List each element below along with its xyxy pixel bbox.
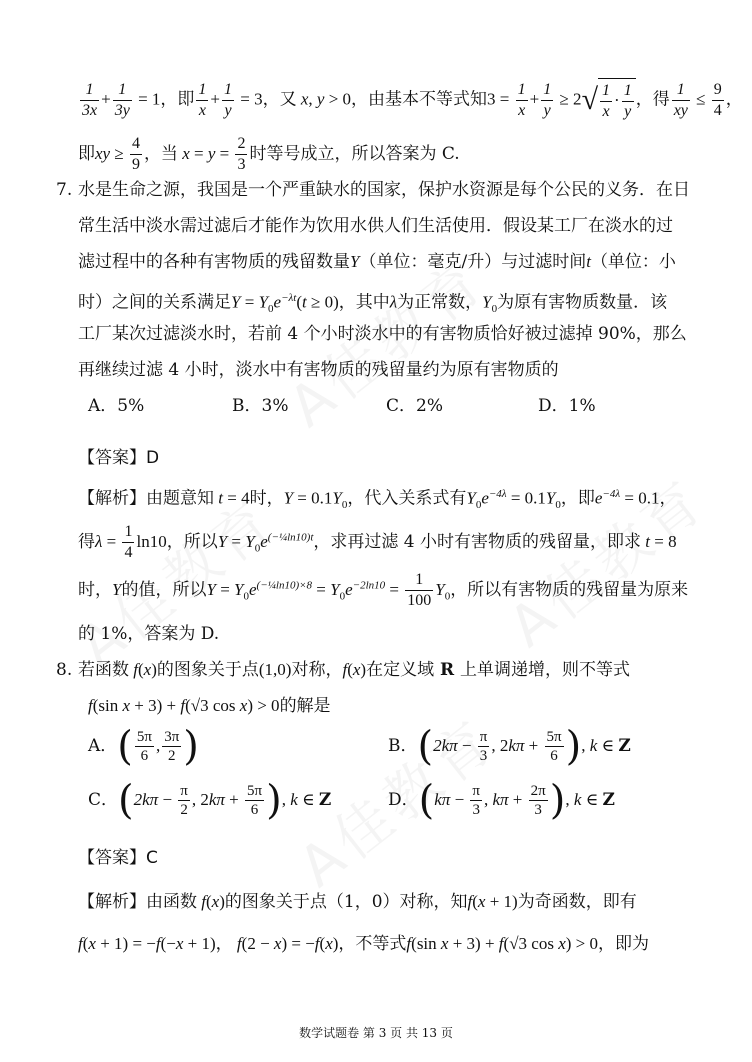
prev-solution-line-2: 即xy ≥ $\frac{4}{9}$ ，当 x = y = $\frac{2}{3}$ 时等号成立，所以答案为 C.	[78, 135, 460, 173]
q7-analysis-line-4: 的 1%，答案为 D.	[78, 624, 220, 644]
q8-line-2: f(sin x + 3) + f(√3 cos x) > 0的解是	[88, 696, 331, 716]
q7-line-2: 常生活中淡水需过滤后才能作为饮用水供人们生活使用．假设某工厂在淡水的过	[78, 216, 673, 236]
q8-option-d[interactable]: D．(kπ − $\frac{\pi}{3}$ , kπ + $\frac{2\pi}{3}$ ), k ∈ Z	[388, 777, 615, 824]
q7-option-d[interactable]: D．1%	[538, 396, 596, 416]
q7-analysis-line-2: 得λ = $\frac{1}{4}$ ln10，所以$Y = Y_0e^{(-\frac{1}{4}ln10)t}$，求再过滤 4 小时有害物质的残留量，即求 t = 8	[78, 523, 677, 561]
q7-answer: 【答案】D	[78, 448, 160, 468]
q8-option-c[interactable]: C．(2kπ − $\frac{\pi}{2}$ , 2kπ + $\frac{5\pi}{6}$ ), k ∈ Z	[88, 777, 332, 824]
q7-analysis-line-3: 时，Y的值，所以$Y = Y_0e^{(-\frac{1}{4}ln10)\times 8} = Y_0e^{-2ln10}$ = $\frac{1}{100}$ $Y_0$，所以有害物质的残留量为原来	[78, 571, 689, 609]
q7-line-4: 时）之间的关系满足$Y = Y_0e^{-\lambda t}(t \ge 0)$，其中λ为正常数，$Y_0$为原有害物质数量．该	[78, 292, 668, 316]
q8-analysis-line-1: 【解析】由函数 f(x)的图象关于点（1，0）对称，知f(x + 1)为奇函数，即有	[78, 892, 637, 912]
q8-line-1: 若函数 f(x)的图象关于点(1,0)对称，f(x)在定义域 R 上单调递增，则不等式	[78, 660, 631, 680]
q7-line-5: 工厂某次过滤淡水时，若前 4 个小时淡水中的有害物质恰好被过滤掉 90%，那么	[78, 324, 687, 344]
q8-option-a[interactable]: A．( $\frac{5\pi}{6}$ , $\frac{3\pi}{2}$ )	[88, 723, 199, 770]
q7-line-3: 滤过程中的各种有害物质的残留数量Y（单位：毫克/升）与过滤时间t（单位：小	[78, 252, 676, 272]
page-footer: 数学试题卷 第 3 页 共 13 页	[299, 1026, 453, 1040]
q8-option-b[interactable]: B．(2kπ − $\frac{\pi}{3}$ , 2kπ + $\frac{5\pi}{6}$ ), k ∈ Z	[388, 723, 631, 770]
q7-option-a[interactable]: A．5%	[88, 396, 145, 416]
q7-line-1: 水是生命之源，我国是一个严重缺水的国家，保护水资源是每个公民的义务．在日	[78, 180, 690, 200]
q7-option-c[interactable]: C．2%	[386, 396, 443, 416]
q7-option-b[interactable]: B．3%	[232, 396, 289, 416]
q7-line-6: 再继续过滤 4 小时，淡水中有害物质的残留量约为原有害物质的	[78, 360, 559, 380]
q8-analysis-line-2: f(x + 1) = −f(−x + 1)， f(2 − x) = −f(x)，不等式f(sin x + 3) + f(√3 cos x) > 0，即为	[78, 934, 649, 954]
question-7-number: 7.	[56, 180, 73, 200]
q8-answer: 【答案】C	[78, 848, 158, 868]
q7-analysis-line-1: 【解析】由题意知 t = 4时，$Y = 0.1Y_0$，代入关系式有$Y_0e^{-4\lambda} = 0.1Y_0$，即$e^{-4\lambda} = 0.1$，	[78, 488, 677, 512]
prev-solution-line-1: $\frac{1}{3x}$ + $\frac{1}{3y}$ = 1，即 $\frac{1}{x}$ + $\frac{1}{y}$ = 3，又 x, y > 0，由基本不等式知3 = $\frac{1}{x}$ + $\frac{1}{y}$ ≥ 2√ $\frac{1}{x}$ · $\frac{1}{y}$ ，得 $\frac{1}{xy}$ ≤ $\frac{9}{4}$ ，	[78, 78, 743, 122]
question-8-number: 8.	[56, 660, 73, 680]
